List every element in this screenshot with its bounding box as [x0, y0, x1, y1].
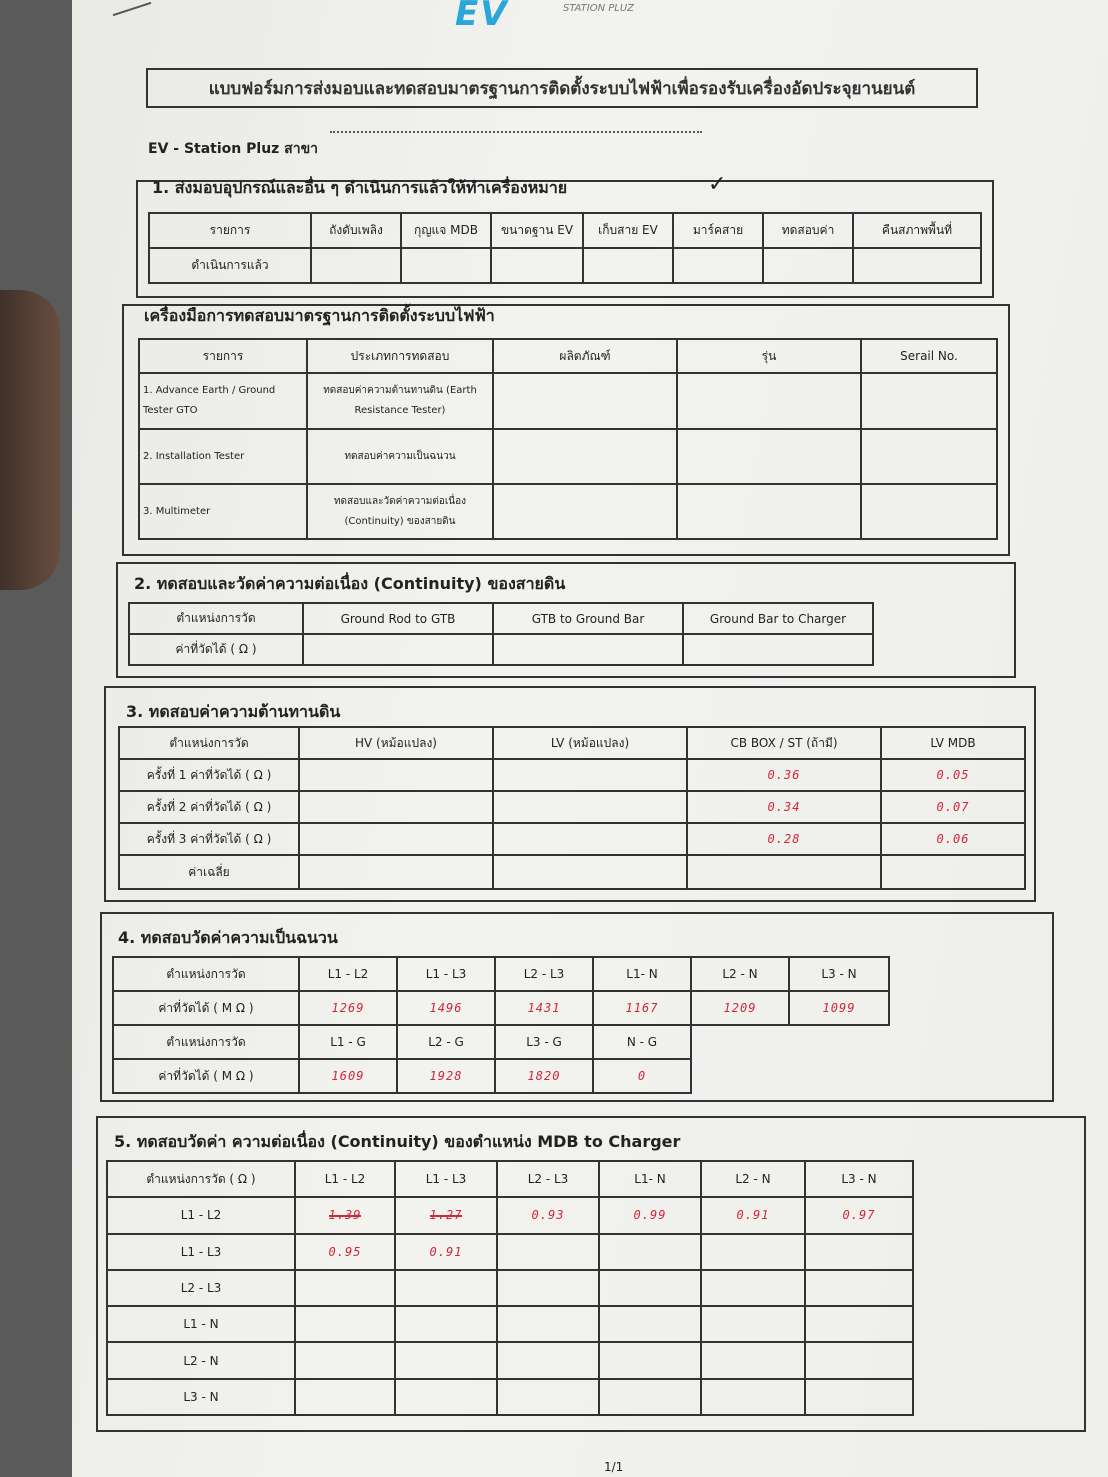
s3-row-label: ครั้งที่ 3 ค่าที่วัดได้ ( Ω ) [119, 823, 299, 855]
s5-row-label: L1 - L2 [107, 1197, 295, 1233]
s3-header: HV (หม้อแปลง) [299, 727, 493, 759]
s4-value[interactable]: 0 [593, 1059, 691, 1093]
s5-cell[interactable] [497, 1270, 599, 1306]
s5-value[interactable]: 0.95 [295, 1234, 395, 1270]
s4-header: N - G [593, 1025, 691, 1059]
s5-cell[interactable] [295, 1306, 395, 1342]
s5-cell[interactable] [497, 1234, 599, 1270]
s3-header: LV MDB [881, 727, 1025, 759]
s1-cell[interactable] [853, 248, 981, 283]
s4-header: L2 - G [397, 1025, 495, 1059]
s1-cell[interactable] [673, 248, 763, 283]
s4-value[interactable]: 1496 [397, 991, 495, 1025]
s4-header: L3 - N [789, 957, 889, 991]
s5-row-label: L2 - N [107, 1342, 295, 1378]
s5-header: L1- N [599, 1161, 701, 1197]
s4-header: L1 - L3 [397, 957, 495, 991]
section-5-title: 5. ทดสอบวัดค่า ความต่อเนื่อง (Continuity) ของตำแหน่ง MDB to Charger [114, 1132, 681, 1151]
s3-header: ตำแหน่งการวัด [119, 727, 299, 759]
s1-cell[interactable] [401, 248, 491, 283]
s5-cell[interactable] [805, 1342, 913, 1378]
s5-cell[interactable] [497, 1306, 599, 1342]
s5-cell[interactable] [295, 1379, 395, 1415]
s4-header: L2 - L3 [495, 957, 593, 991]
s2-cell[interactable] [303, 634, 493, 665]
s5-cell[interactable] [599, 1306, 701, 1342]
s4-val-label: ค่าที่วัดได้ ( M Ω ) [113, 1059, 299, 1093]
s2-cell[interactable] [493, 634, 683, 665]
s1-header: ถังดับเพลิง [311, 213, 401, 248]
section-2-title: 2. ทดสอบและวัดค่าความต่อเนื่อง (Continuity) ของสายดิน [134, 574, 566, 593]
s1-cell[interactable] [583, 248, 673, 283]
s5-cell[interactable] [701, 1270, 805, 1306]
s3-row-label: ครั้งที่ 1 ค่าที่วัดได้ ( Ω ) [119, 759, 299, 791]
tools-type: ทดสอบค่าความเป็นฉนวน [307, 429, 493, 484]
s4-value[interactable]: 1099 [789, 991, 889, 1025]
s2-header: GTB to Ground Bar [493, 603, 683, 634]
tools-cell[interactable] [493, 484, 677, 539]
s5-row-label: L1 - N [107, 1306, 295, 1342]
s4-empty [789, 1059, 889, 1093]
s5-cell[interactable] [395, 1342, 497, 1378]
s2-header: Ground Rod to GTB [303, 603, 493, 634]
s1-header: รายการ [149, 213, 311, 248]
logo-subtext: STATION PLUZ [563, 3, 635, 14]
section-2-table [128, 602, 874, 666]
s5-value[interactable] [395, 1197, 497, 1233]
tools-table [138, 338, 998, 540]
s3-avg-label: ค่าเฉลี่ย [119, 855, 299, 889]
tools-header: รุ่น [677, 339, 861, 373]
s5-value[interactable]: 0.91 [395, 1234, 497, 1270]
s3-row-label: ครั้งที่ 2 ค่าที่วัดได้ ( Ω ) [119, 791, 299, 823]
branch-label: EV - Station Pluz สาขา [148, 141, 319, 157]
s1-header: เก็บสาย EV [583, 213, 673, 248]
s1-header: คืนสภาพพื้นที่ [853, 213, 981, 248]
s5-header: L3 - N [805, 1161, 913, 1197]
s5-header: L1 - L2 [295, 1161, 395, 1197]
s3-cb-value[interactable] [687, 855, 881, 889]
check-mark: ✓ [708, 172, 727, 197]
s5-row-label: L1 - L3 [107, 1234, 295, 1270]
s5-cell[interactable] [599, 1234, 701, 1270]
tools-type: ทดสอบค่าความต้านทานดิน (Earth Resistance Tester) [307, 373, 493, 429]
s5-corner: ตำแหน่งการวัด ( Ω ) [107, 1161, 295, 1197]
s5-cell[interactable] [805, 1234, 913, 1270]
s4-value[interactable]: 1209 [691, 991, 789, 1025]
section-4-title: 4. ทดสอบวัดค่าความเป็นฉนวน [118, 928, 338, 947]
section-5-table [106, 1160, 914, 1416]
tools-cell[interactable] [677, 429, 861, 484]
s3-cell[interactable] [299, 759, 493, 791]
tools-item: 3. Multimeter [139, 484, 307, 539]
section-3-title: 3. ทดสอบค่าความต้านทานดิน [126, 702, 341, 721]
s3-cb-value[interactable]: 0.28 [687, 823, 881, 855]
s5-cell[interactable] [599, 1342, 701, 1378]
s2-row-label: ค่าที่วัดได้ ( Ω ) [129, 634, 303, 665]
tools-title: เครื่องมือการทดสอบมาตรฐานการติดตั้งระบบไฟฟ้า [144, 306, 495, 325]
s4-value[interactable]: 1609 [299, 1059, 397, 1093]
s4-header: L1 - L2 [299, 957, 397, 991]
s3-cell[interactable] [299, 823, 493, 855]
s5-header: L2 - L3 [497, 1161, 599, 1197]
page-number: 1/1 [604, 1460, 624, 1474]
s5-cell[interactable] [805, 1379, 913, 1415]
s4-header: L1- N [593, 957, 691, 991]
s5-cell[interactable] [805, 1306, 913, 1342]
s5-cell[interactable] [395, 1270, 497, 1306]
s3-cb-value[interactable]: 0.34 [687, 791, 881, 823]
s5-cell[interactable] [295, 1342, 395, 1378]
s5-cell[interactable] [497, 1342, 599, 1378]
s5-value[interactable] [295, 1197, 395, 1233]
s5-row-label: L2 - L3 [107, 1270, 295, 1306]
s4-value[interactable]: 1269 [299, 991, 397, 1025]
s5-header: L1 - L3 [395, 1161, 497, 1197]
tools-type: ทดสอบและวัดค่าความต่อเนื่อง (Continuity) ของสายดิน [307, 484, 493, 539]
s5-cell[interactable] [701, 1342, 805, 1378]
s5-cell[interactable] [295, 1270, 395, 1306]
s3-header: CB BOX / ST (ถ้ามี) [687, 727, 881, 759]
s4-value[interactable]: 1820 [495, 1059, 593, 1093]
s4-empty [691, 1025, 789, 1059]
s3-cell[interactable] [493, 791, 687, 823]
s1-header: มาร์คสาย [673, 213, 763, 248]
s5-value[interactable]: 0.91 [701, 1197, 805, 1233]
s5-cell[interactable] [701, 1306, 805, 1342]
s3-cell[interactable] [299, 791, 493, 823]
section-3-table [118, 726, 1026, 890]
tools-cell[interactable] [493, 373, 677, 429]
section-4-table [112, 956, 890, 1094]
tools-cell[interactable] [861, 373, 997, 429]
s5-cell[interactable] [497, 1379, 599, 1415]
s1-header: ทดสอบค่า [763, 213, 853, 248]
tools-header: รายการ [139, 339, 307, 373]
s5-struck-value: 1.27 [429, 1208, 463, 1223]
s5-cell[interactable] [701, 1379, 805, 1415]
tools-header: ผลิตภัณฑ์ [493, 339, 677, 373]
s5-value[interactable]: 0.99 [599, 1197, 701, 1233]
s4-header: L3 - G [495, 1025, 593, 1059]
tools-cell[interactable] [861, 484, 997, 539]
s4-empty [691, 1059, 789, 1093]
s2-header: ตำแหน่งการวัด [129, 603, 303, 634]
s5-cell[interactable] [395, 1306, 497, 1342]
branch-field[interactable] [330, 131, 702, 133]
s3-cell[interactable] [493, 855, 687, 889]
s1-header: กุญแจ MDB [401, 213, 491, 248]
s3-header: LV (หม้อแปลง) [493, 727, 687, 759]
tools-cell[interactable] [861, 429, 997, 484]
s5-cell[interactable] [599, 1270, 701, 1306]
s3-mdb-value[interactable]: 0.06 [881, 823, 1025, 855]
tools-header: Serail No. [861, 339, 997, 373]
s4-header: L2 - N [691, 957, 789, 991]
s3-cell[interactable] [493, 759, 687, 791]
s5-row-label: L3 - N [107, 1379, 295, 1415]
s2-cell[interactable] [683, 634, 873, 665]
s3-mdb-value[interactable] [881, 855, 1025, 889]
section-1-title: 1. ส่งมอบอุปกรณ์และอื่น ๆ ดำเนินการแล้วให้ทำเครื่องหมาย [152, 178, 568, 197]
tools-cell[interactable] [677, 373, 861, 429]
brand-logo [455, 0, 635, 34]
s4-value[interactable]: 1167 [593, 991, 691, 1025]
logo-mark: EV [455, 0, 509, 34]
photo-thumb [0, 290, 60, 590]
s5-value[interactable]: 0.97 [805, 1197, 913, 1233]
s5-value[interactable]: 0.93 [497, 1197, 599, 1233]
s4-val-label: ค่าที่วัดได้ ( M Ω ) [113, 991, 299, 1025]
tools-cell[interactable] [677, 484, 861, 539]
form-title: แบบฟอร์มการส่งมอบและทดสอบมาตรฐานการติดตั้งระบบไฟฟ้าเพื่อรองรับเครื่องอัดประจุยานยนต์ [146, 68, 978, 108]
tools-item: 1. Advance Earth / Ground Tester GTO [139, 373, 307, 429]
tools-header: ประเภทการทดสอบ [307, 339, 493, 373]
s3-cell[interactable] [299, 855, 493, 889]
s3-mdb-value[interactable]: 0.05 [881, 759, 1025, 791]
s1-row-label: ดำเนินการแล้ว [149, 248, 311, 283]
s4-empty [789, 1025, 889, 1059]
s4-pos-label: ตำแหน่งการวัด [113, 1025, 299, 1059]
s1-header: ขนาดฐาน EV [491, 213, 583, 248]
s3-cb-value[interactable]: 0.36 [687, 759, 881, 791]
s5-cell[interactable] [599, 1379, 701, 1415]
s5-cell[interactable] [701, 1234, 805, 1270]
tools-cell[interactable] [493, 429, 677, 484]
s5-cell[interactable] [805, 1270, 913, 1306]
s4-value[interactable]: 1431 [495, 991, 593, 1025]
s1-cell[interactable] [763, 248, 853, 283]
s1-cell[interactable] [311, 248, 401, 283]
section-1-table [148, 212, 982, 284]
s3-mdb-value[interactable]: 0.07 [881, 791, 1025, 823]
s5-header: L2 - N [701, 1161, 805, 1197]
s5-cell[interactable] [395, 1379, 497, 1415]
s4-header: L1 - G [299, 1025, 397, 1059]
s5-struck-value: 1.39 [328, 1208, 362, 1223]
s4-value[interactable]: 1928 [397, 1059, 495, 1093]
tools-item: 2. Installation Tester [139, 429, 307, 484]
s3-cell[interactable] [493, 823, 687, 855]
s2-header: Ground Bar to Charger [683, 603, 873, 634]
s1-cell[interactable] [491, 248, 583, 283]
s4-pos-label: ตำแหน่งการวัด [113, 957, 299, 991]
